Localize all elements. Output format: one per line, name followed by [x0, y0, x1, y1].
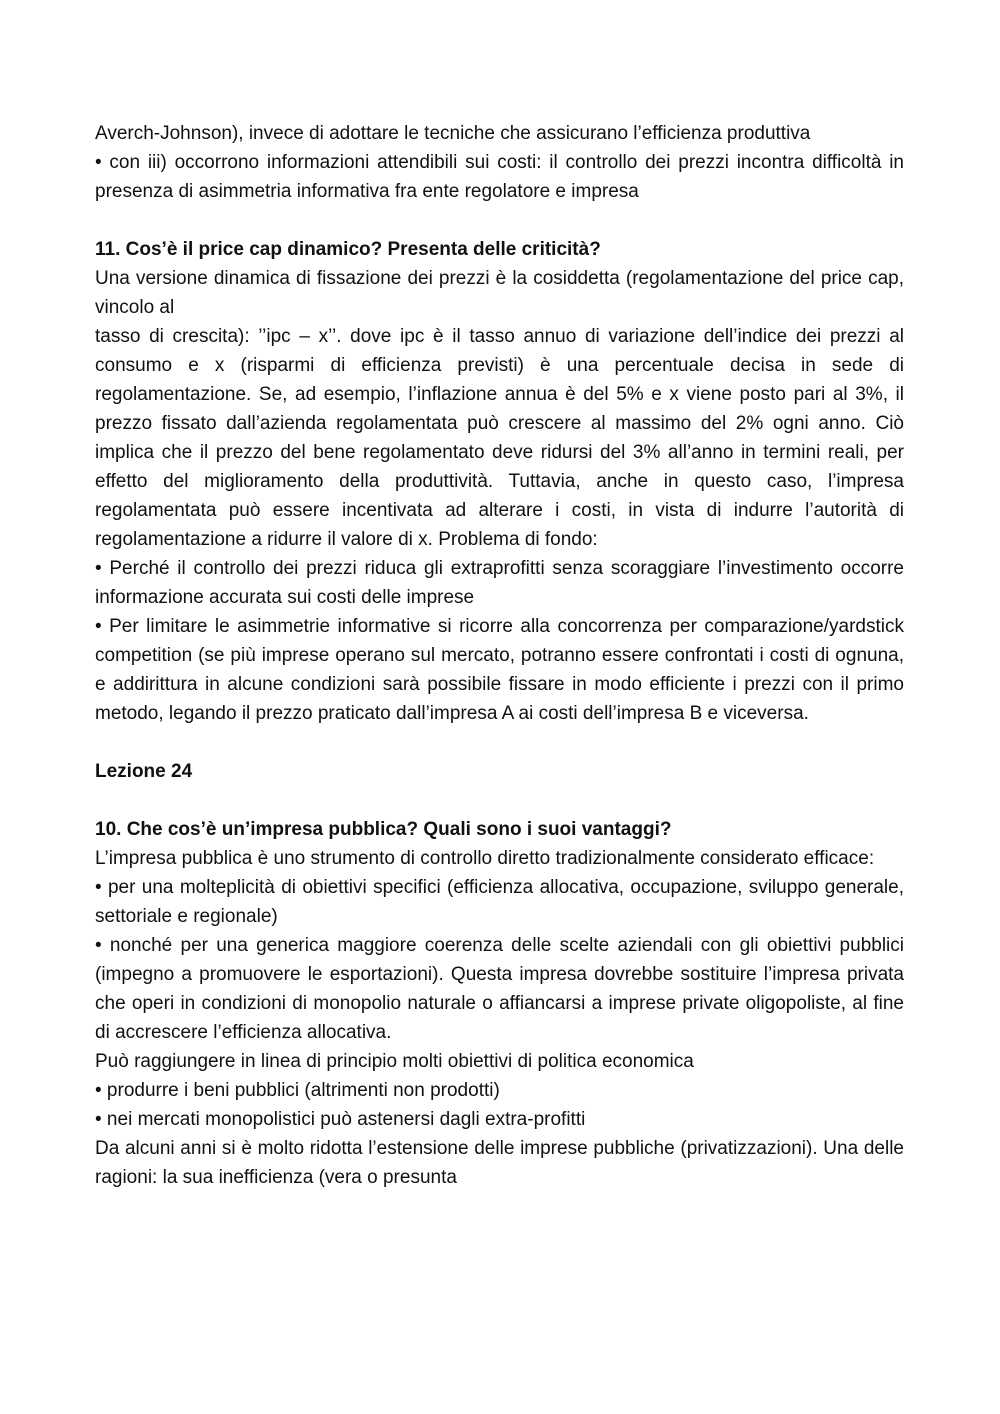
question-10-bullet-1: • per una molteplicità di obiettivi specifici (efficienza allocativa, occupazione, sviluppo generale, settoriale e regionale) — [95, 877, 904, 927]
question-10-bullet-2: • nonché per una generica maggiore coerenza delle scelte aziendali con gli obiettivi pubblici (impegno a promuovere le esportazioni). Questa impresa dovrebbe sostituire l’impresa privata che operi in condizioni di monopolio naturale o affiancarsi a imprese private oligopoliste, al fine di accrescere l’efficienza allocativa. — [95, 935, 904, 1043]
question-11-paragraph-a: Una versione dinamica di fissazione dei prezzi è la cosiddetta (regolamentazione del price cap, vincolo al — [95, 268, 904, 318]
question-11-paragraph-b: tasso di crescita): ’’ipc – x’’. dove ipc è il tasso annuo di variazione dell’indice dei prezzi al consumo e x (risparmi di efficienza previsti) è una percentuale decisa in sede di regolamentazione. Se, ad esempio, l’inflazione annua è del 5% e x viene posto pari al 3%, il prezzo fissato dall’azienda regolamentata può crescere al massimo del 2% ogni anno. Ciò implica che il prezzo del bene regolamentato deve ridursi del 3% all’anno in termini reali, per effetto del miglioramento della produttività. Tuttavia, anche in questo caso, l’impresa regolamentata può essere incentivata ad alterare i costi, in vista di indurre l’autorità di regolamentazione a ridurre il valore di x. Problema di fondo: — [95, 326, 904, 550]
spacer — [95, 206, 904, 235]
question-10-heading: 10. Che cos’è un’impresa pubblica? Quali sono i suoi vantaggi? — [95, 819, 672, 840]
question-10-paragraph-1: L’impresa pubblica è uno strumento di controllo diretto tradizionalmente considerato efficace: — [95, 848, 875, 869]
question-10-bullet-3: • produrre i beni pubblici (altrimenti non prodotti) — [95, 1080, 500, 1101]
page-content — [95, 119, 904, 1192]
spacer — [95, 728, 904, 757]
lesson-heading: Lezione 24 — [95, 761, 193, 782]
question-10-paragraph-3: Da alcuni anni si è molto ridotta l’estensione delle imprese pubbliche (privatizzazioni). Una delle ragioni: la sua inefficienza (vera o presunta — [95, 1138, 904, 1188]
intro-bullet: • con iii) occorrono informazioni attendibili sui costi: il controllo dei prezzi incontra difficoltà in presenza di asimmetria informativa fra ente regolatore e impresa — [95, 152, 904, 202]
question-11-heading: 11. Cos’è il price cap dinamico? Presenta delle criticità? — [95, 239, 601, 260]
question-10-bullet-4: • nei mercati monopolistici può astenersi dagli extra-profitti — [95, 1109, 586, 1130]
spacer — [95, 786, 904, 815]
question-11-bullet-1: • Perché il controllo dei prezzi riduca gli extraprofitti senza scoraggiare l’investimento occorre informazione accurata sui costi delle imprese — [95, 558, 904, 608]
question-10-paragraph-2: Può raggiungere in linea di principio molti obiettivi di politica economica — [95, 1051, 694, 1072]
question-11-bullet-2: • Per limitare le asimmetrie informative si ricorre alla concorrenza per comparazione/yardstick competition (se più imprese operano sul mercato, potranno essere confrontati i costi di ognuna, e addirittura in alcune condizioni sarà possibile fissare in modo efficiente i prezzi con il primo metodo, legando il prezzo praticato dall’impresa A ai costi dell’impresa B e viceversa. — [95, 616, 904, 724]
intro-paragraph: Averch-Johnson), invece di adottare le tecniche che assicurano l’efficienza produttiva — [95, 123, 811, 144]
